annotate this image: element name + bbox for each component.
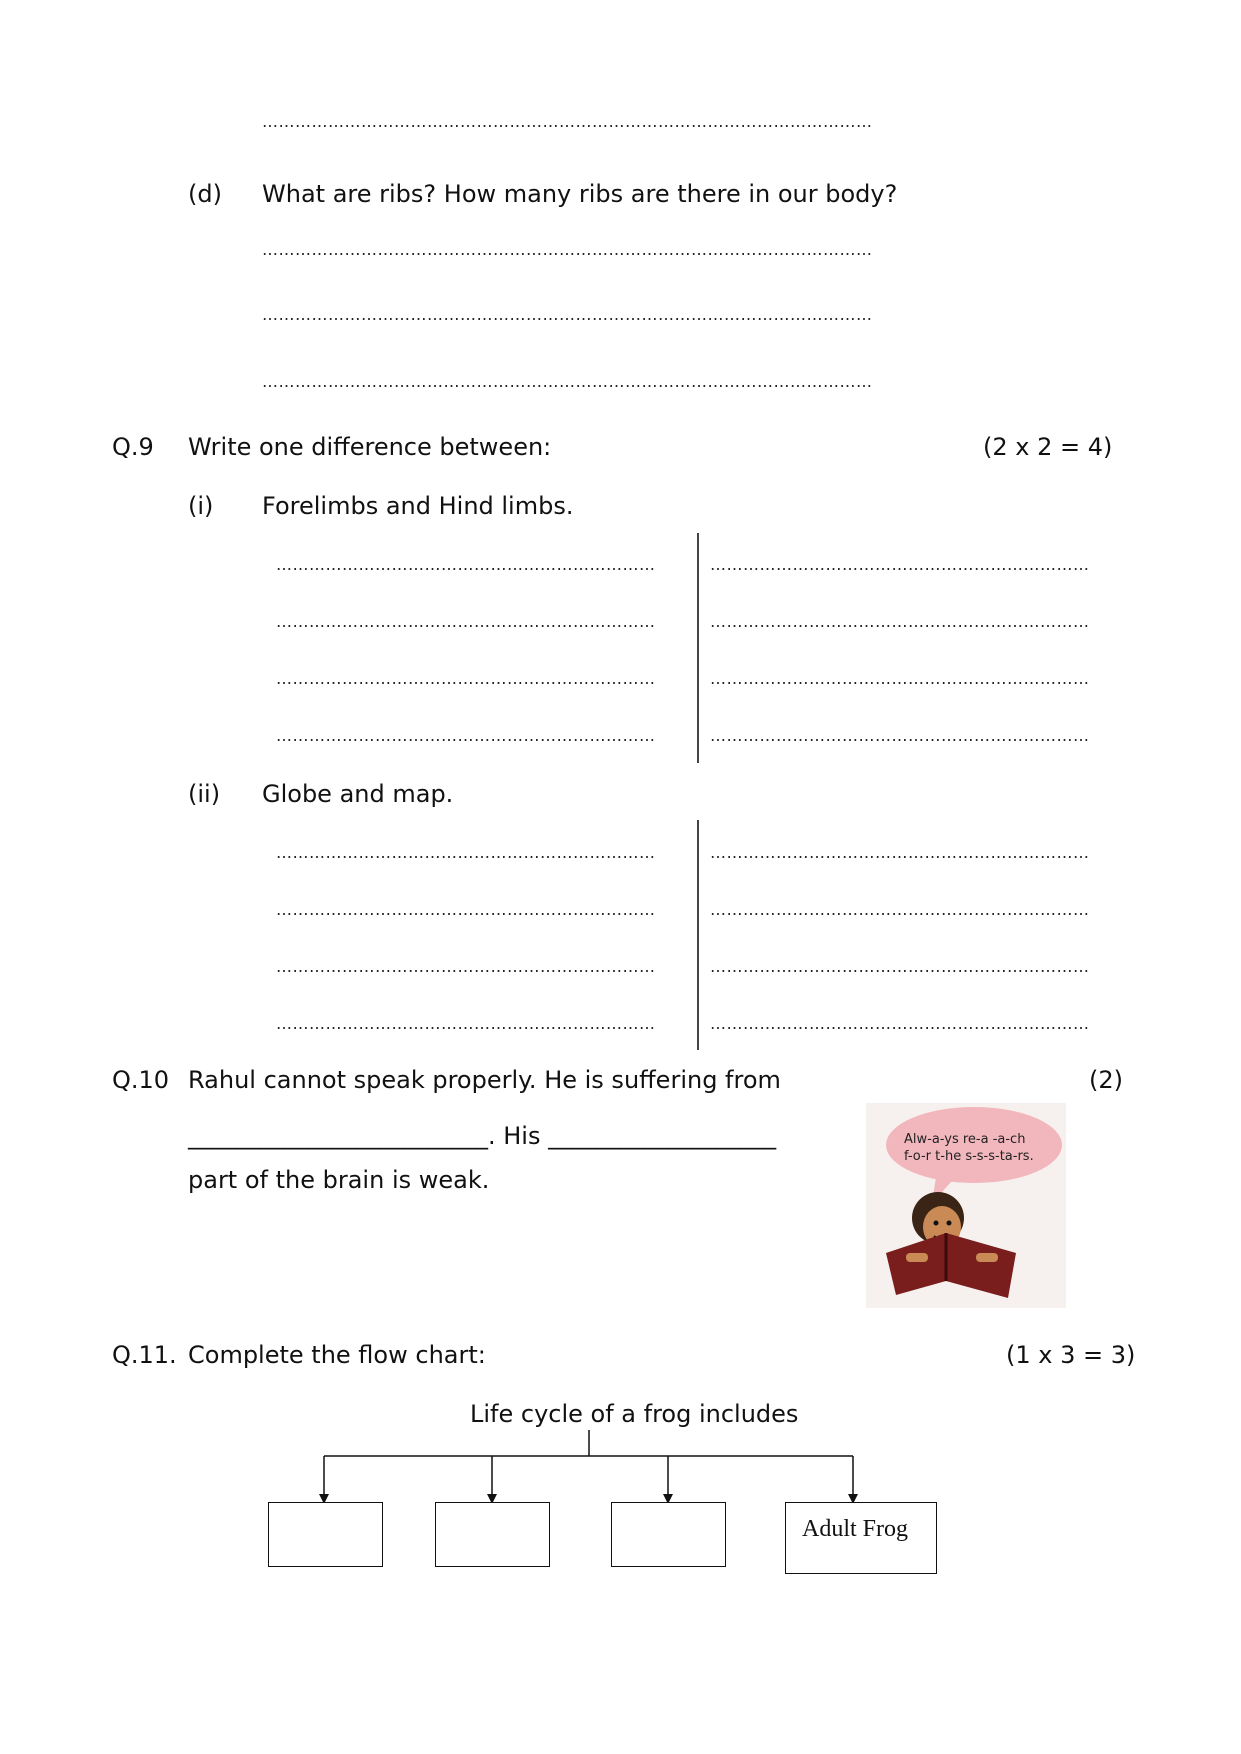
answer-line-left[interactable]: …………………………………………………………… — [276, 555, 656, 574]
answer-line[interactable]: ………………………………………………………………………………………………… — [262, 372, 873, 391]
marks-label: (2 x 2 = 4) — [983, 433, 1113, 461]
question-part-label: (ii) — [188, 780, 221, 808]
answer-line-left[interactable]: …………………………………………………………… — [276, 1014, 656, 1033]
answer-line[interactable]: ………………………………………………………………………………………………… — [262, 112, 873, 131]
answer-line-right[interactable]: …………………………………………………………… — [710, 726, 1090, 745]
connector-text: . His — [488, 1122, 541, 1150]
question-text: Rahul cannot speak properly. He is suffering from — [188, 1066, 781, 1094]
answer-line-right[interactable]: …………………………………………………………… — [710, 669, 1090, 688]
answer-line-left[interactable]: …………………………………………………………… — [276, 726, 656, 745]
flowchart-blank-box-1[interactable] — [268, 1502, 383, 1567]
flowchart-final-box — [785, 1502, 937, 1574]
answer-line-right[interactable]: …………………………………………………………… — [710, 843, 1090, 862]
question-text-continued: part of the brain is weak. — [188, 1166, 490, 1194]
question-number: Q.10 — [112, 1066, 170, 1094]
blank-brain-part[interactable]: ___________________ — [548, 1122, 777, 1150]
answer-line-right[interactable]: …………………………………………………………… — [710, 1014, 1090, 1033]
answer-line[interactable]: ………………………………………………………………………………………………… — [262, 240, 873, 259]
question-text: What are ribs? How many ribs are there in our body? — [262, 180, 898, 208]
speech-bubble-line: Alw-a-ys re-a -a-ch — [904, 1132, 1026, 1147]
answer-line-left[interactable]: …………………………………………………………… — [276, 900, 656, 919]
question-part-label: (i) — [188, 492, 214, 520]
answer-line-right[interactable]: …………………………………………………………… — [710, 900, 1090, 919]
marks-label: (2) — [1089, 1066, 1123, 1094]
question-part-text: Globe and map. — [262, 780, 454, 808]
question-part-text: Forelimbs and Hind limbs. — [262, 492, 574, 520]
blank-condition[interactable]: _________________________ — [188, 1122, 488, 1150]
answer-line-right[interactable]: …………………………………………………………… — [710, 612, 1090, 631]
answer-line-right[interactable]: …………………………………………………………… — [710, 555, 1090, 574]
question-number: Q.11. — [112, 1341, 177, 1369]
marks-label: (1 x 3 = 3) — [1006, 1341, 1136, 1369]
answer-line-right[interactable]: …………………………………………………………… — [710, 957, 1090, 976]
flowchart-blank-box-2[interactable] — [435, 1502, 550, 1567]
question-number: Q.9 — [112, 433, 154, 461]
flowchart-root-label: Life cycle of a frog includes — [470, 1400, 799, 1428]
answer-line-left[interactable]: …………………………………………………………… — [276, 669, 656, 688]
answer-line[interactable]: ………………………………………………………………………………………………… — [262, 305, 873, 324]
flowchart-final-label: Adult Frog — [802, 1516, 909, 1542]
answer-line-left[interactable]: …………………………………………………………… — [276, 612, 656, 631]
question-text: Write one difference between: — [188, 433, 552, 461]
answer-line-left[interactable]: …………………………………………………………… — [276, 957, 656, 976]
speech-bubble-line: f-o-r t-he s-s-s-ta-rs. — [904, 1149, 1034, 1164]
question-part-label: (d) — [188, 180, 222, 208]
question-text: Complete the flow chart: — [188, 1341, 486, 1369]
answer-line-left[interactable]: …………………………………………………………… — [276, 843, 656, 862]
flowchart-blank-box-3[interactable] — [611, 1502, 726, 1567]
